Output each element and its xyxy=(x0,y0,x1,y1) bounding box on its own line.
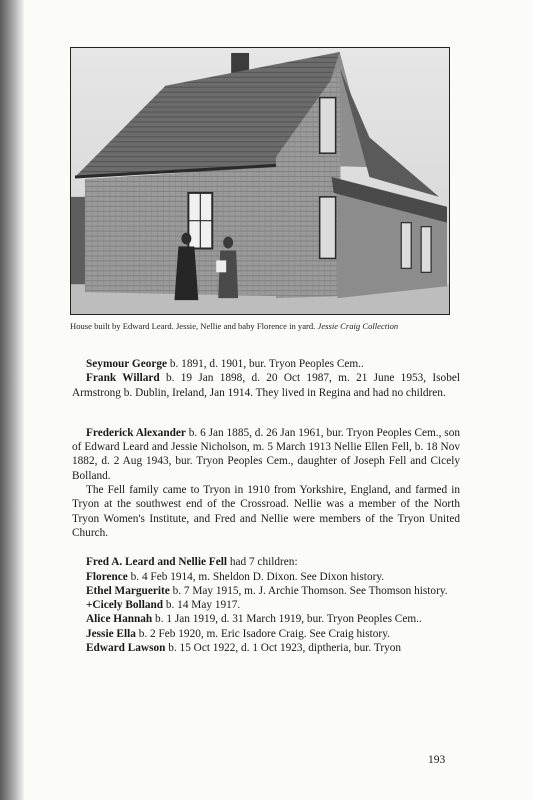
child-name: Jessie Ella xyxy=(86,627,136,640)
entry-name: Frank Willard xyxy=(86,372,160,385)
photo-caption-credit: Jessie Craig Collection xyxy=(317,321,399,331)
photo-caption xyxy=(70,320,455,332)
child-text: b. 2 Feb 1920, m. Eric Isadore Craig. See Craig history. xyxy=(135,627,390,640)
fell-family-paragraph: The Fell family came to Tryon in 1910 from Yorkshire, England, and farmed in Tryon at the southwest end of the Crossroad. Nellie was a member of the North Tryon Women's Institute, and Fred and Nellie were members of the Tryon United Church. xyxy=(72,484,460,539)
entry-text: b. 1891, d. 1901, bur. Tryon Peoples Cem.. xyxy=(167,358,364,370)
child-entry xyxy=(72,598,460,612)
entry-seymour xyxy=(72,357,460,371)
entry-name: Seymour George xyxy=(86,358,168,370)
children-heading-names: Fred A. Leard and Nellie Fell xyxy=(86,556,227,569)
book-binding-shadow xyxy=(0,0,24,800)
child-entry xyxy=(72,584,460,598)
child-name: Edward Lawson xyxy=(86,642,166,655)
entry-text: b. 6 Jan 1885, d. 26 Jan 1961, bur. Tryon Peoples Cem., son of Edward Leard and Jessie Nicholson, m. 5 March 1913 Nellie Ellen Fell, b. 18 Nov 1882, d. 2 Aug 1943, bur. Tryon Peoples Cem., daughter of Joseph Fell and Cicely Bolland. xyxy=(72,426,461,482)
entry-frederick xyxy=(72,426,460,483)
child-text: b. 1 Jan 1919, d. 31 March 1919, bur. Tryon Peoples Cem.. xyxy=(152,613,422,626)
entry-text: b. 19 Jan 1898, d. 20 Oct 1987, m. 21 June 1953, Isobel Armstrong b. Dublin, Ireland, Jan 1914. They lived in Regina and had no children. xyxy=(72,372,460,399)
child-text: b. 4 Feb 1914, m. Sheldon D. Dixon. See Dixon history. xyxy=(127,570,385,583)
photo-caption-text: House built by Edward Leard. Jessie, Nellie and baby Florence in yard. xyxy=(70,321,316,331)
child-text: b. 15 Oct 1922, d. 1 Oct 1923, diptheria, bur. Tryon xyxy=(165,642,402,655)
spacer xyxy=(72,540,460,555)
house-photo xyxy=(70,47,450,315)
child-name: Ethel Marguerite xyxy=(86,584,170,597)
house-photo-illustration xyxy=(71,48,449,314)
child-entry xyxy=(72,641,460,655)
child-name: Alice Hannah xyxy=(86,613,153,626)
page-body xyxy=(72,357,460,655)
child-name: +Cicely Bolland xyxy=(86,599,164,612)
child-entry xyxy=(72,627,460,641)
children-heading xyxy=(72,555,460,569)
child-entry xyxy=(72,612,460,626)
children-heading-text: had 7 children: xyxy=(227,556,298,569)
spacer xyxy=(72,400,460,426)
child-text: b. 14 May 1917. xyxy=(163,599,241,612)
child-name: Florence xyxy=(86,570,128,583)
page-number: 193 xyxy=(428,754,446,766)
entry-name: Frederick Alexander xyxy=(86,426,186,439)
entry-frank xyxy=(72,371,460,400)
child-text: b. 7 May 1915, m. J. Archie Thomson. See Thomson history. xyxy=(169,584,448,597)
child-entry xyxy=(72,570,460,584)
